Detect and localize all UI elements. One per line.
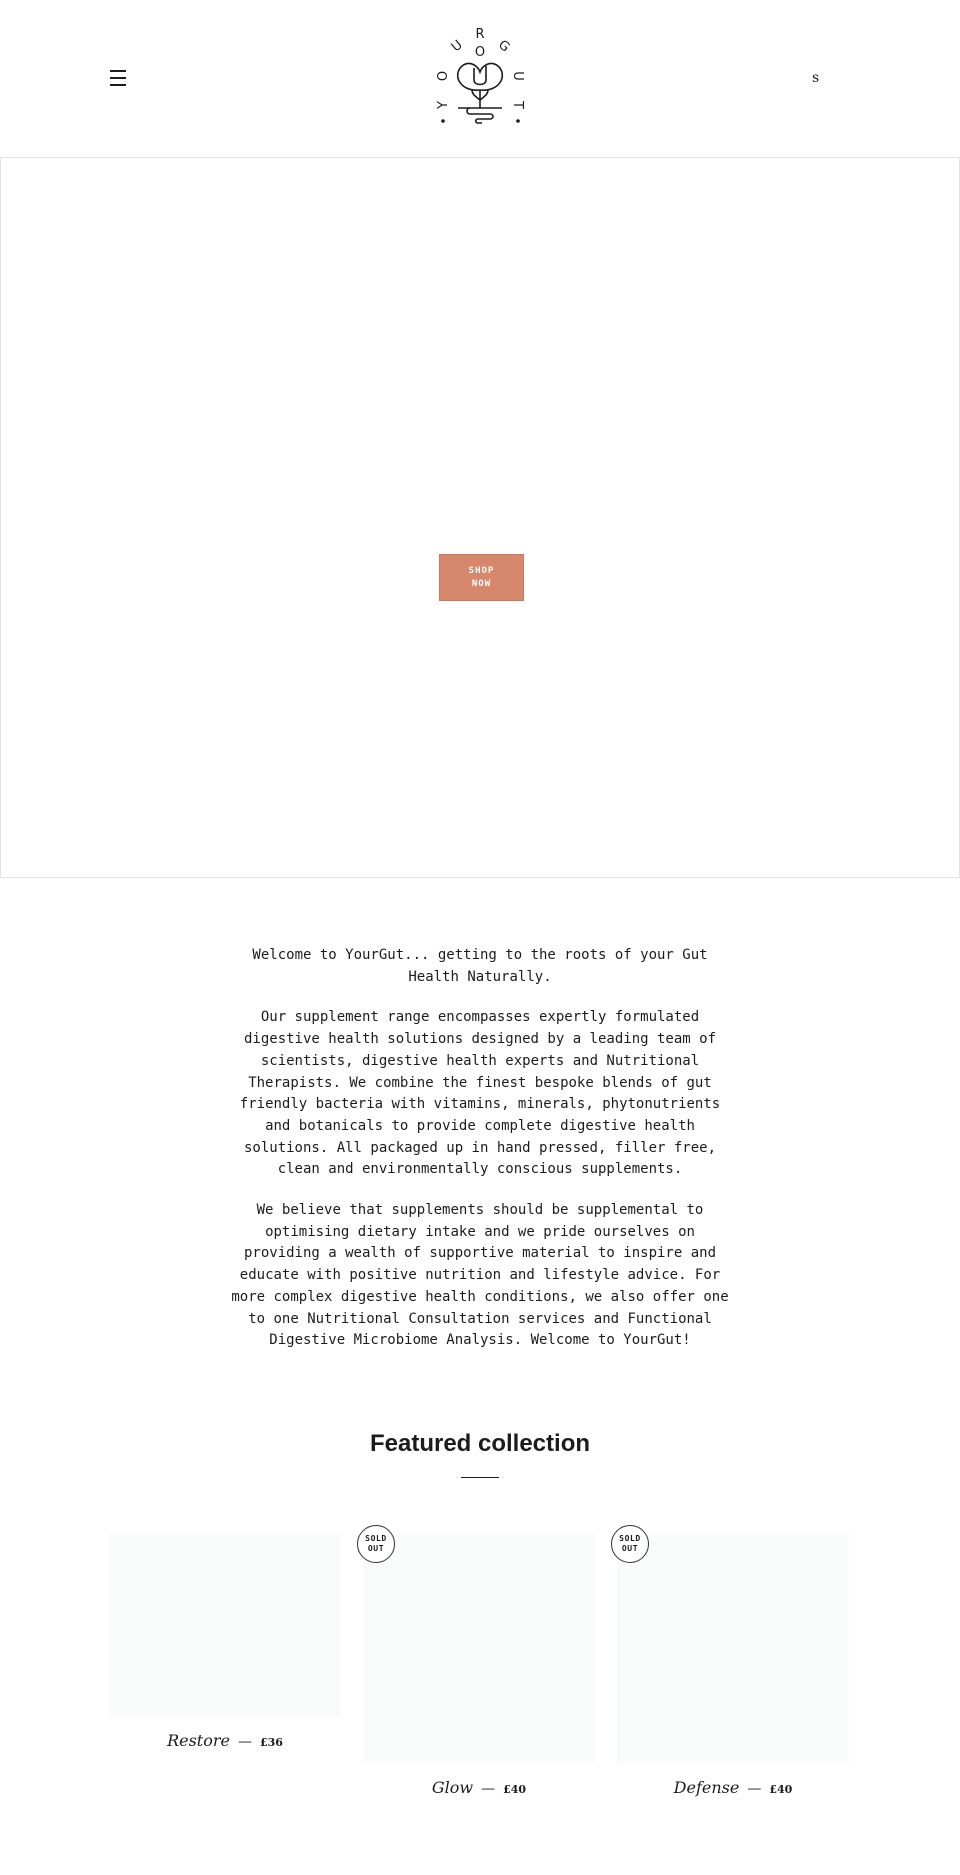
shop-now-button[interactable] <box>439 554 524 601</box>
product-price: £40 <box>503 1783 527 1796</box>
shop-now-label-line1: SHOP <box>468 565 495 576</box>
shop-now-label-line2: NOW <box>471 578 492 589</box>
cart-button[interactable]: s <box>812 70 820 86</box>
shop-now-label <box>469 565 495 591</box>
menu-line <box>110 70 126 72</box>
sold-out-line1: SOLD <box>619 1534 641 1543</box>
product-card-restore[interactable] <box>109 1532 341 1751</box>
svg-text:U: U <box>510 71 525 81</box>
svg-text:T: T <box>510 101 525 109</box>
product-price: £36 <box>259 1736 283 1749</box>
intro-paragraph: Welcome to YourGut... getting to the roots of your Gut Health Naturally. <box>252 947 708 985</box>
product-card-defense[interactable] <box>617 1532 849 1798</box>
sold-out-label <box>619 1534 641 1554</box>
svg-text:O: O <box>474 45 486 60</box>
product-meta <box>109 1731 341 1751</box>
featured-collection-title: Featured collection <box>369 1430 591 1457</box>
sold-out-line1: SOLD <box>365 1534 387 1543</box>
product-meta <box>617 1778 849 1798</box>
yourgut-logo[interactable] <box>430 20 530 130</box>
sold-out-line2: OUT <box>367 1544 385 1553</box>
product-meta <box>363 1778 595 1798</box>
svg-text:O: O <box>436 70 451 82</box>
intro-paragraph: Our supplement range encompasses expertly formulated digestive health solutions designed by a leading team of scientists, digestive health experts and Nutritional Therapists. We combine the finest bespoke blends of gut friendly bacteria with vitamins, minerals, phytonutrients and botanicals to provide complete digestive health solutions. All packaged up in hand pressed, filler free, clean and environmentally conscious supplements. <box>239 1009 721 1178</box>
product-name: Defense <box>673 1778 740 1797</box>
yourgut-logo-icon <box>430 20 530 130</box>
svg-text:R: R <box>475 27 485 42</box>
intro-paragraph: We believe that supplements should be supplemental to optimising dietary intake and we pride ourselves on providing a wealth of supportive material to inspire and educate with positive nutrition and lifestyle advice. For more complex digestive health conditions, we also offer one to one Nutritional Consultation services and Functional Digestive Microbiome Analysis. Welcome to YourGut! <box>231 1202 729 1349</box>
sold-out-badge <box>357 1525 395 1563</box>
product-price: £40 <box>769 1783 793 1796</box>
product-card-glow[interactable] <box>363 1532 595 1798</box>
sold-out-label <box>365 1534 387 1554</box>
sold-out-line2: OUT <box>621 1544 639 1553</box>
product-name: Glow <box>431 1778 474 1797</box>
title-divider <box>461 1477 499 1478</box>
menu-line <box>110 77 126 79</box>
product-image[interactable] <box>617 1532 849 1764</box>
product-image[interactable] <box>363 1532 595 1764</box>
product-name: Restore <box>167 1731 230 1750</box>
product-image[interactable] <box>109 1532 341 1717</box>
price-separator: — <box>237 1734 252 1750</box>
price-separator: — <box>747 1781 762 1797</box>
svg-text:Y: Y <box>436 101 451 109</box>
hero-banner <box>0 157 960 878</box>
sold-out-badge <box>611 1525 649 1563</box>
site-header <box>0 0 960 157</box>
intro-text <box>230 945 730 1371</box>
svg-text:G: G <box>494 37 513 56</box>
hamburger-menu-icon[interactable] <box>110 70 132 88</box>
menu-line <box>110 84 126 86</box>
svg-text:U: U <box>448 37 466 56</box>
price-separator: — <box>481 1781 496 1797</box>
